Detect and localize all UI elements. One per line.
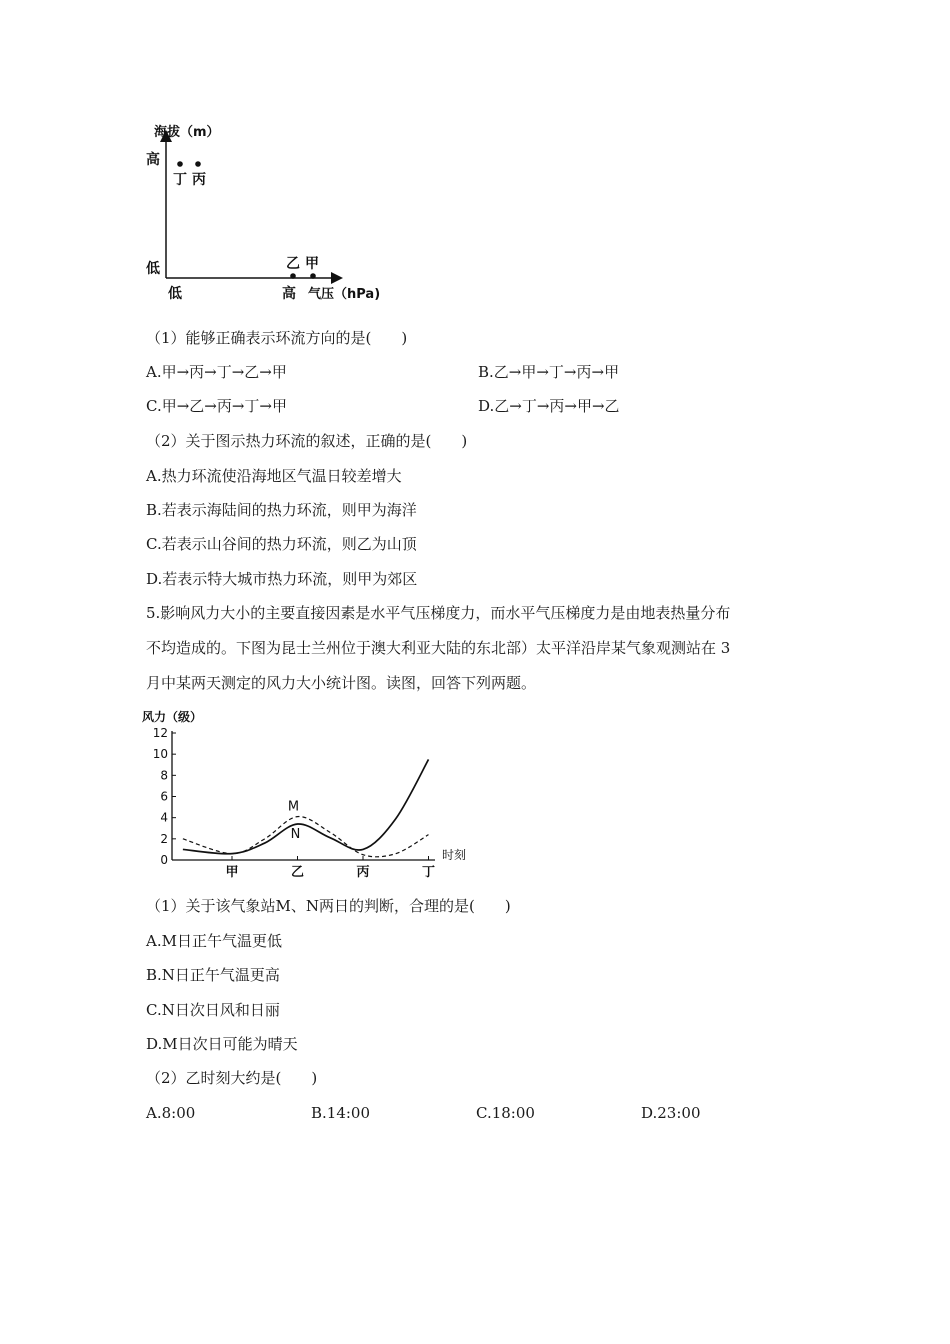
x-tick-label: 丁 (421, 865, 436, 880)
x-tick-label: 甲 (225, 865, 239, 880)
y-tick-label: 12 (152, 726, 168, 740)
y-axis-title: 海拔（m） (154, 125, 220, 140)
q4-sub2-stem: （2）关于图示热力环流的叙述，正确的是( ) (146, 432, 468, 450)
point-label-yi: 乙 (286, 256, 300, 272)
q5-sub2-option-d: D.23:00 (641, 1104, 701, 1122)
q4-sub1-stem: （1）能够正确表示环流方向的是( ) (146, 329, 408, 347)
chart-y-label: 风力（级） (142, 710, 203, 724)
q5-sub2-option-c: C.18:00 (476, 1104, 535, 1122)
y-tick-label: 8 (160, 768, 168, 783)
point-yi (290, 273, 296, 279)
y-low-label: 低 (146, 261, 160, 277)
x-tick-label: 丙 (356, 865, 370, 880)
q4-sub2-option-d: D.若表示特大城市热力环流，则甲为郊区 (146, 570, 418, 588)
q5-sub1-option-d: D.M日次日可能为晴天 (146, 1035, 298, 1053)
point-jia (310, 273, 316, 279)
q5-sub1-option-b: B.N日正午气温更高 (146, 966, 280, 984)
chart-x-label: 时刻 (442, 848, 467, 862)
q4-sub1-option-c: C.甲→乙→丙→丁→甲 (146, 397, 287, 415)
q5-intro-line-2: 不均造成的。下图为昆士兰州位于澳大利亚大陆的东北部）太平洋沿岸某气象观测站在 3 (146, 639, 731, 657)
x-axis-title: 气压（hPa) (308, 287, 381, 302)
y-tick-label: 0 (160, 853, 168, 867)
q4-sub2-option-a: A.热力环流使沿海地区气温日较差增大 (146, 467, 402, 485)
q5-sub2-stem: （2）乙时刻大约是( ) (146, 1069, 318, 1087)
q5-sub2-option-a: A.8:00 (146, 1104, 196, 1122)
point-ding (177, 161, 183, 167)
point-label-ding: 丁 (173, 172, 187, 188)
wind-force-chart (140, 705, 480, 885)
y-tick-label: 2 (160, 831, 168, 846)
series-n-line (183, 759, 429, 853)
point-bing (195, 161, 201, 167)
q4-sub2-option-b: B.若表示海陆间的热力环流，则甲为海洋 (146, 501, 417, 519)
q5-intro-line-3: 月中某两天测定的风力大小统计图。读图，回答下列两题。 (146, 674, 537, 692)
q5-intro-line-1: 5.影响风力大小的主要直接因素是水平气压梯度力，而水平气压梯度力是由地表热量分布 (146, 604, 731, 622)
q5-sub2-option-b: B.14:00 (311, 1104, 371, 1122)
altitude-pressure-diagram (140, 115, 400, 310)
q4-sub2-option-c: C.若表示山谷间的热力环流，则乙为山顶 (146, 535, 417, 553)
x-tick-label: 乙 (290, 865, 305, 880)
series-m-line (183, 817, 429, 857)
point-label-jia: 甲 (305, 256, 319, 272)
y-tick-label: 6 (160, 789, 168, 804)
x-low-label: 低 (168, 286, 182, 302)
y-tick-label: 4 (160, 810, 168, 825)
point-label-bing: 丙 (192, 172, 206, 188)
q4-sub1-option-a: A.甲→丙→丁→乙→甲 (146, 363, 287, 381)
series-m-label: M (287, 799, 300, 815)
y-tick-label: 10 (152, 747, 168, 762)
q5-sub1-stem: （1）关于该气象站M、N两日的判断，合理的是( ) (146, 897, 511, 915)
x-high-label: 高 (282, 286, 296, 302)
q4-sub1-option-b: B.乙→甲→丁→丙→甲 (478, 363, 620, 381)
q5-sub1-option-c: C.N日次日风和日丽 (146, 1001, 280, 1019)
q5-sub1-option-a: A.M日正午气温更低 (146, 932, 282, 950)
series-n-label: N (290, 827, 301, 843)
y-high-label: 高 (146, 152, 160, 168)
q4-sub1-option-d: D.乙→丁→丙→甲→乙 (478, 397, 620, 415)
